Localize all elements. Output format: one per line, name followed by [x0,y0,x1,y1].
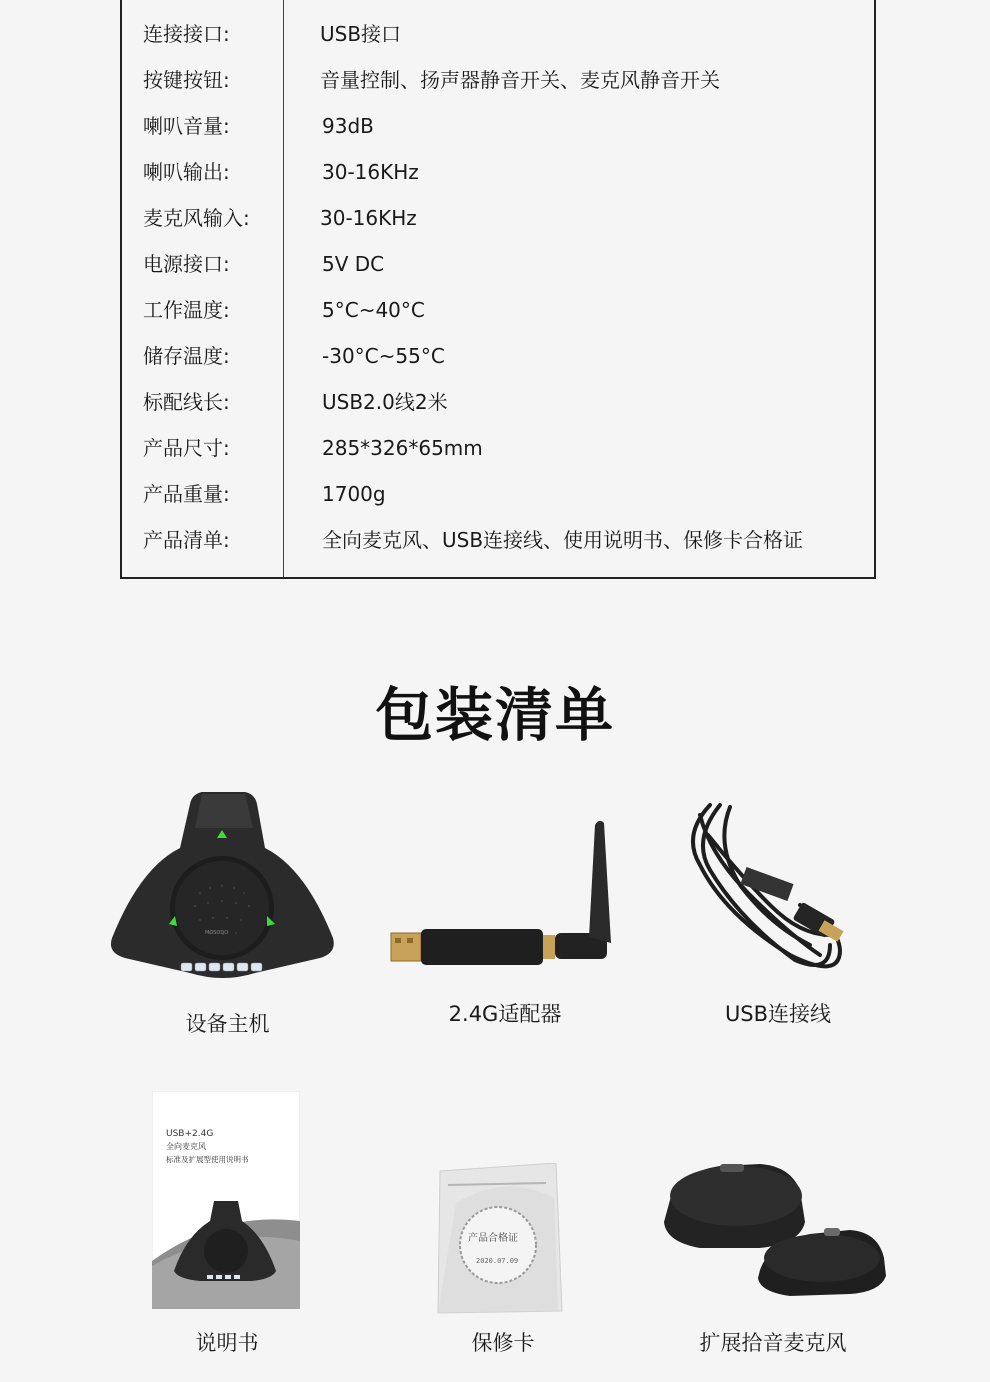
spec-value: 全向麦克风、USB连接线、使用说明书、保修卡合格证 [322,528,804,552]
spec-value: 5V DC [322,252,385,276]
package-list-title: 包装清单 [374,681,615,749]
spec-key: 产品尺寸: [143,436,230,460]
spec-table [120,0,876,579]
spec-key: 喇叭输出: [143,160,230,184]
extension-mic-icon [660,1160,888,1298]
spec-value: 30-16KHz [320,206,417,230]
spec-value: USB接口 [320,22,402,46]
item-label-usb-dongle: 2.4G适配器 [448,1002,562,1026]
spec-row [122,57,874,103]
spec-value: 93dB [322,114,374,138]
spec-value: -30°C~55°C [322,344,445,368]
spec-key: 产品清单: [143,528,230,552]
spec-row [122,425,874,471]
warranty-stamp-label: 产品合格证 [468,1233,518,1244]
package-item-usb-dongle [385,815,620,1026]
package-item-warranty-card [436,1163,566,1355]
spec-key: 储存温度: [143,344,230,368]
spec-key: 工作温度: [143,298,230,322]
spec-value: 音量控制、扬声器静音开关、麦克风静音开关 [320,68,720,92]
spec-key: 按键按钮: [143,68,230,92]
spec-value: 5°C~40°C [322,298,425,322]
spec-row [122,517,874,563]
spec-row [122,287,874,333]
spec-key: 连接接口: [143,22,230,46]
warranty-date: 2020.07.09 [476,1257,519,1265]
package-item-usb-cable [680,795,855,1026]
package-item-extension-mic [660,1160,888,1355]
spec-key: 麦克风输入: [143,206,250,230]
spec-row [122,149,874,195]
spec-row [122,379,874,425]
speakerphone-icon [105,788,340,983]
spec-value: 1700g [322,482,386,506]
warranty-card-icon [436,1163,566,1315]
item-label-extension-mic: 扩展拾音麦克风 [699,1331,847,1355]
spec-key: 喇叭音量: [143,114,230,138]
manual-icon [152,1091,300,1309]
device-brand-label: MOSODO [205,930,229,936]
spec-row [122,333,874,379]
spec-key: 产品重量: [143,482,230,506]
spec-row [122,471,874,517]
spec-row [122,11,874,57]
spec-value: 30-16KHz [322,160,419,184]
spec-row [122,103,874,149]
package-item-manual [152,1091,300,1355]
spec-row [122,195,874,241]
item-label-usb-cable: USB连接线 [724,1002,832,1026]
item-label-speakerphone: 设备主机 [185,1012,270,1036]
item-label-warranty-card: 保修卡 [471,1331,535,1355]
usb-dongle-icon [385,815,620,975]
manual-title-line3: 标准及扩展型使用说明书 [166,1155,249,1164]
usb-cable-icon [680,795,855,985]
spec-row [122,241,874,287]
item-label-manual: 说明书 [195,1331,259,1355]
spec-key: 电源接口: [143,252,230,276]
manual-title-line1: USB+2.4G [166,1129,214,1139]
spec-value: USB2.0线2米 [322,390,448,414]
package-item-speakerphone [105,788,340,1036]
manual-title-line2: 全向麦克风 [166,1142,206,1151]
spec-key: 标配线长: [143,390,230,414]
spec-value: 285*326*65mm [322,436,483,460]
